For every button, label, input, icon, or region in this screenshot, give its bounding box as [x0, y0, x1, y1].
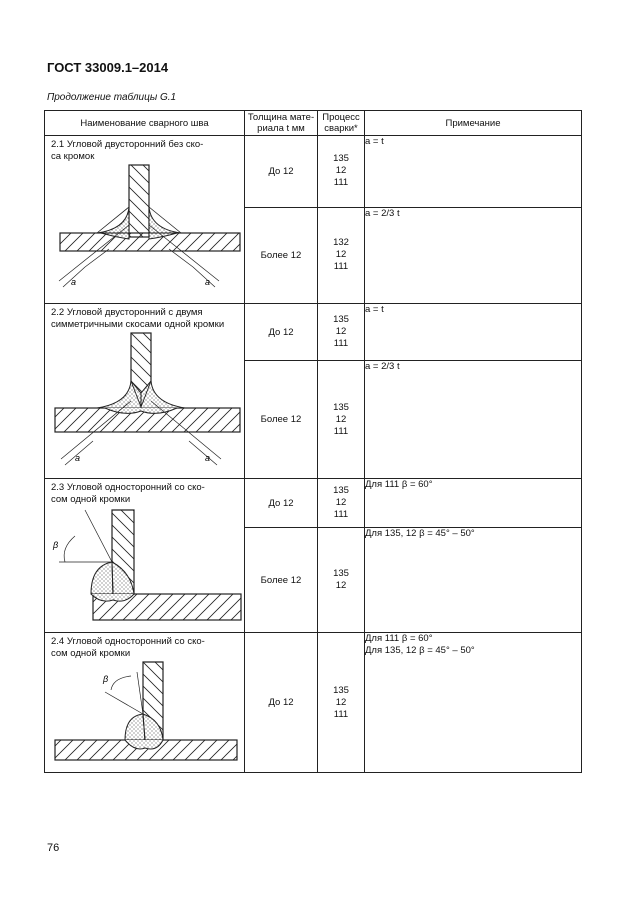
- document-header: ГОСТ 33009.1–2014: [47, 60, 169, 75]
- col-header-thickness: Толщина мате- риала t мм: [245, 111, 318, 136]
- thickness-cell: Более 12: [245, 528, 318, 633]
- weld-name-cell: 2.2 Угловой двусторонний с двумя симметричными скосами одной кромки a a: [45, 304, 245, 479]
- weld-figure-2-4: [45, 660, 245, 772]
- col-header-process: Процесс сварки*: [318, 111, 365, 136]
- table-row: [45, 304, 582, 361]
- note-cell: Для 111 β = 60° Для 135, 12 β = 45° – 50°: [365, 633, 582, 773]
- process-cell: 135 12 111: [318, 633, 365, 773]
- weld-figure-2-3: [45, 506, 245, 632]
- dimension-label: a: [205, 453, 211, 463]
- dimension-label: a: [75, 453, 81, 463]
- page-number: 76: [47, 842, 60, 854]
- process-cell: 135 12 111: [318, 479, 365, 528]
- note-cell: a = 2/3 t: [365, 361, 582, 479]
- col-header-name: Наименование сварного шва: [45, 111, 245, 136]
- process-cell: 135 12 111: [318, 304, 365, 361]
- note-cell: a = t: [365, 136, 582, 208]
- note-cell: a = 2/3 t: [365, 207, 582, 303]
- process-cell: 135 12 111: [318, 136, 365, 208]
- table-row: [45, 136, 582, 208]
- weld-name-cell: 2.1 Угловой двусторонний без ско- са кромок a a: [45, 136, 245, 304]
- angle-label: β: [103, 674, 109, 684]
- table-continuation-caption: Продолжение таблицы G.1: [47, 92, 177, 103]
- thickness-cell: Более 12: [245, 207, 318, 303]
- table-header-row: [45, 111, 582, 136]
- process-cell: 135 12: [318, 528, 365, 633]
- dimension-label: a: [205, 277, 211, 287]
- process-cell: 135 12 111: [318, 361, 365, 479]
- angle-label: β: [53, 540, 59, 550]
- weld-figure-2-2: [45, 331, 245, 473]
- weld-table: [44, 110, 582, 773]
- note-cell: Для 111 β = 60°: [365, 479, 582, 528]
- weld-figure-2-1: [45, 163, 245, 303]
- thickness-cell: До 12: [245, 304, 318, 361]
- weld-name-cell: 2.3 Угловой односторонний со ско- сом одной кромки β: [45, 479, 245, 633]
- table-row: [45, 633, 582, 773]
- table-row: [45, 479, 582, 528]
- col-header-note: Примечание: [365, 111, 582, 136]
- note-cell: Для 135, 12 β = 45° – 50°: [365, 528, 582, 633]
- thickness-cell: Более 12: [245, 361, 318, 479]
- process-cell: 132 12 111: [318, 207, 365, 303]
- thickness-cell: До 12: [245, 479, 318, 528]
- weld-name-cell: 2.4 Угловой односторонний со ско- сом одной кромки β: [45, 633, 245, 773]
- thickness-cell: До 12: [245, 633, 318, 773]
- dimension-label: a: [71, 277, 77, 287]
- thickness-cell: До 12: [245, 136, 318, 208]
- note-cell: a = t: [365, 304, 582, 361]
